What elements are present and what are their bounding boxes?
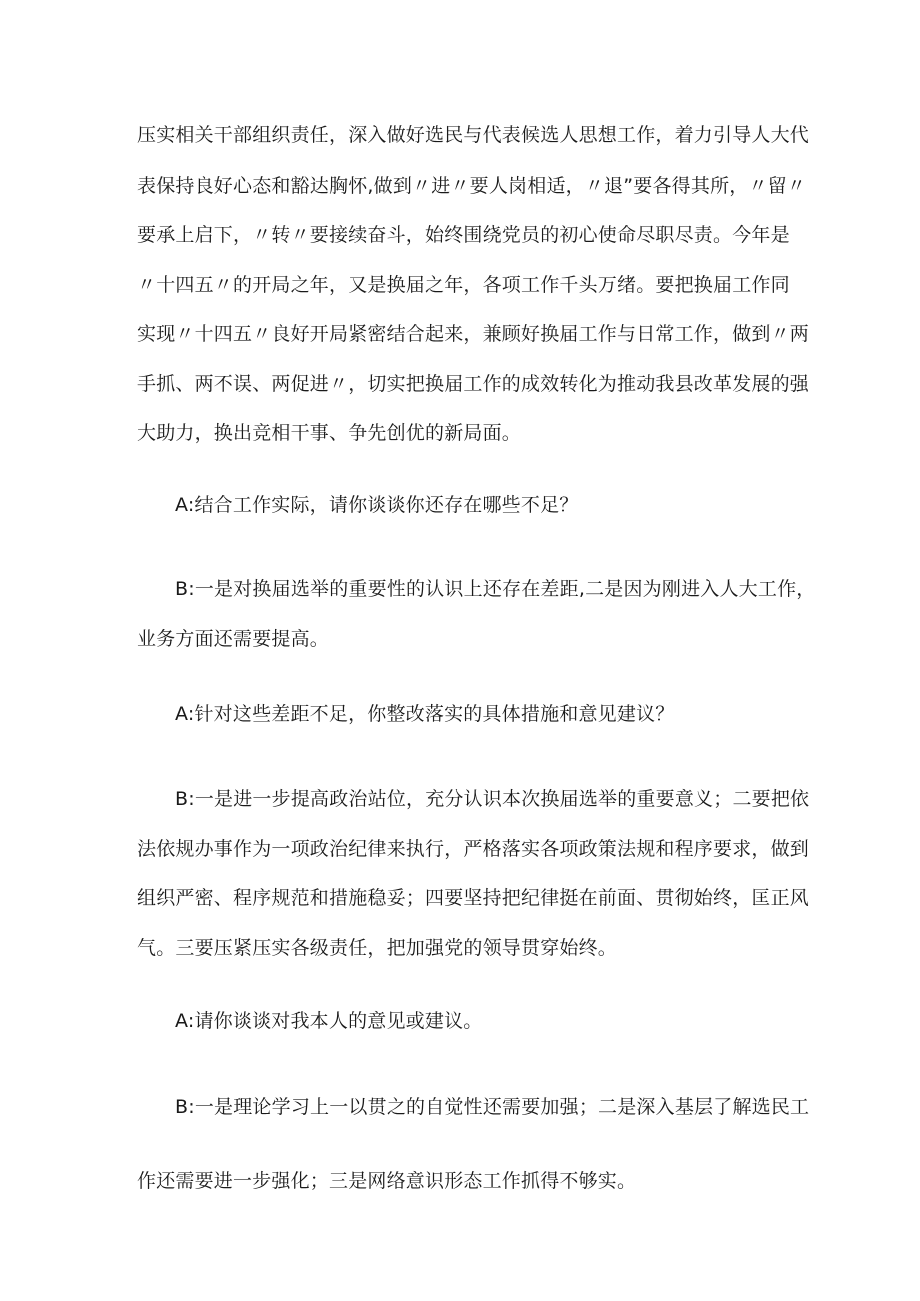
answer-2-line-4: 气。三要压紧压实各级责任，把加强党的领导贯穿始终。: [137, 937, 618, 959]
paragraph-1-line-3: 要承上启下，〃转〃要接续奋斗，始终围绕党员的初心使命尽职尽责。今年是: [137, 224, 790, 246]
question-3: A:请你谈谈对我本人的意见或建议。: [175, 1010, 483, 1032]
paragraph-1-line-4: 〃十四五〃的开局之年，又是换届之年，各项工作千头万绪。要把换届工作同: [137, 274, 790, 296]
answer-3-line-1: B:一是理论学习上一以贯之的自觉性还需要加强；二是深入基层了解选民工: [175, 1096, 810, 1118]
answer-3-line-2: 作还需要进一步强化；三是网络意识形态工作抓得不够实。: [137, 1170, 637, 1192]
answer-2-line-2: 法依规办事作为一项政治纪律来执行，严格落实各项政策法规和程序要求，做到: [137, 838, 810, 860]
paragraph-1-line-2: 表保持良好心态和豁达胸怀,做到〃进〃要人岗相适，〃退”要各得其所，〃留〃: [137, 175, 807, 197]
paragraph-1-line-5: 实现〃十四五〃良好开局紧密结合起来，兼顾好换届工作与日常工作，做到〃两: [137, 323, 810, 345]
paragraph-1-line-1: 压实相关干部组织责任，深入做好选民与代表候选人思想工作，着力引导人大代: [137, 124, 810, 146]
answer-2-line-1: B:一是进一步提高政治站位，充分认识本次换届选举的重要意义；二要把依: [175, 788, 810, 810]
answer-2-line-3: 组织严密、程序规范和措施稳妥；四要坚持把纪律挺在前面、贯彻始终，匡正风: [137, 887, 810, 909]
paragraph-1-line-6: 手抓、两不误、两促进〃，切实把换届工作的成效转化为推动我县改革发展的强: [137, 373, 810, 395]
paragraph-1-line-7: 大助力，换出竞相干事、争先创优的新局面。: [137, 422, 522, 444]
question-2: A:针对这些差距不足，你整改落实的具体措施和意见建议？: [175, 703, 675, 725]
answer-1-line-2: 业务方面还需要提高。: [137, 628, 330, 650]
answer-1-line-1: B:一是对换届选举的重要性的认识上还存在差距,二是因为刚进入人大工作，: [175, 578, 816, 600]
question-1: A:结合工作实际，请你谈谈你还存在哪些不足？: [175, 494, 579, 516]
